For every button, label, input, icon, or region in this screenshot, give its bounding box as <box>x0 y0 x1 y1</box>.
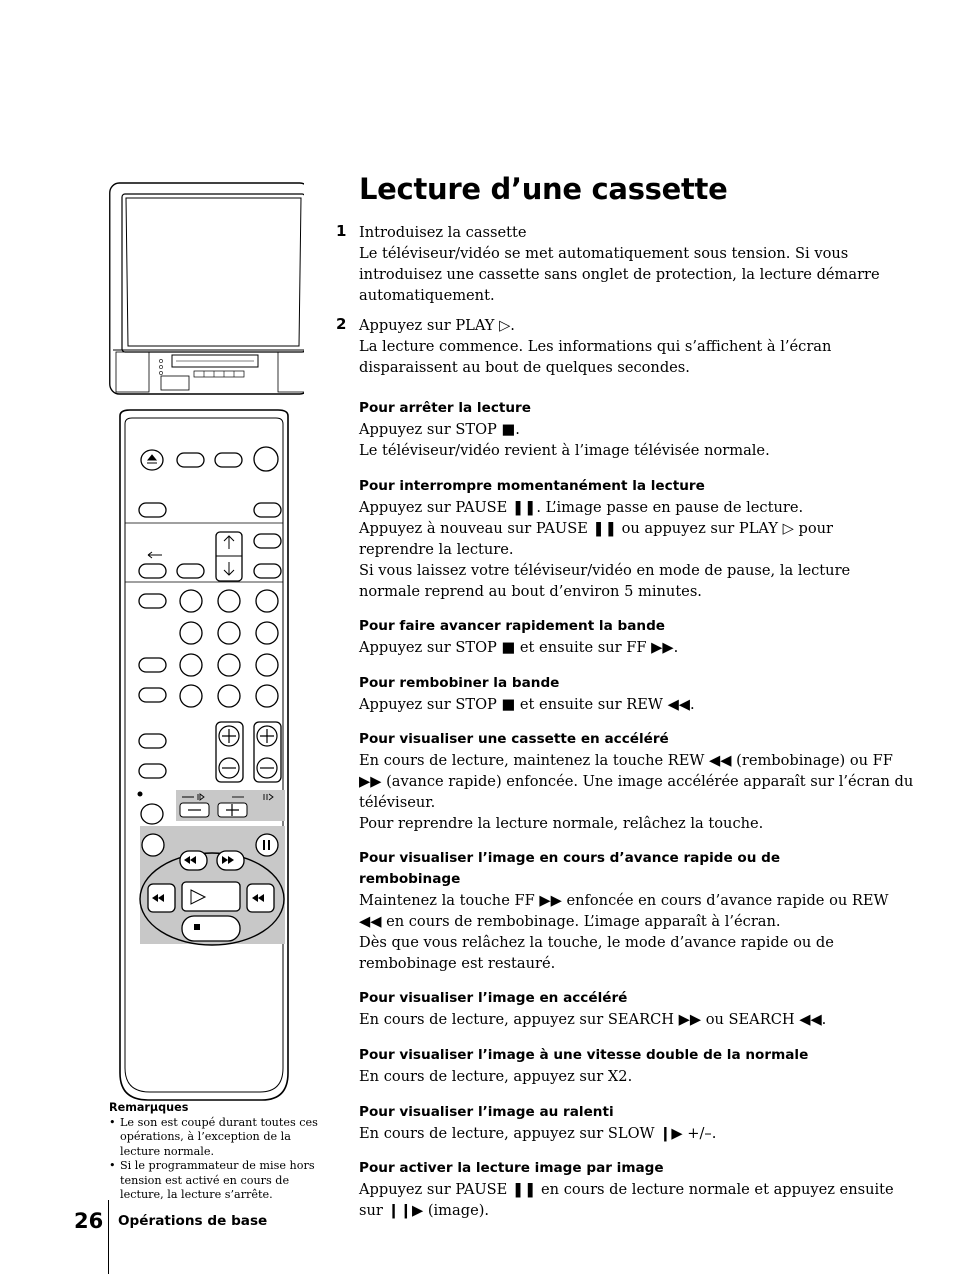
section-line: Appuyez sur STOP ■. <box>359 421 520 438</box>
step-line: Le téléviseur/vidéo se met automatiquement sous tension. Si vous <box>359 245 849 262</box>
section-heading: Pour interrompre momentanément la lecture <box>359 478 705 494</box>
note-line: tension est activé en cours de <box>120 1173 290 1187</box>
note-line: Le son est coupé durant toutes ces <box>120 1115 318 1129</box>
notes-heading: Remarµques <box>109 1101 189 1114</box>
section-line: Appuyez sur PAUSE ❚❚. L’image passe en pause de lecture. <box>359 499 804 516</box>
section-heading-cont: rembobinage <box>359 871 461 887</box>
step-line: disparaissent au bout de quelques secondes. <box>359 359 690 376</box>
section-heading: Pour rembobiner la bande <box>359 675 560 691</box>
remote-control-illustration <box>120 410 288 1100</box>
section-line: ▶▶ (avance rapide) enfoncée. Une image accélérée apparaît sur l’écran du <box>359 773 914 790</box>
note-line: lecture normale. <box>120 1144 215 1158</box>
section-line: Maintenez la touche FF ▶▶ enfoncée en cours d’avance rapide ou REW <box>359 892 889 909</box>
step-line: Introduisez la cassette <box>359 224 527 241</box>
section-slow <box>359 1102 899 1144</box>
section-heading: Pour visualiser l’image en accéléré <box>359 990 628 1006</box>
step-line: Appuyez sur PLAY ▷. <box>359 317 515 334</box>
section-line: sur ❙❙▶ (image). <box>359 1202 490 1219</box>
section-line: rembobinage est restauré. <box>359 955 556 972</box>
section-line: Si vous laissez votre téléviseur/vidéo en mode de pause, la lecture <box>359 562 851 579</box>
section-line: téléviseur. <box>359 794 436 811</box>
section-x2 <box>359 1045 899 1087</box>
section-line: reprendre la lecture. <box>359 541 514 558</box>
section-pause <box>359 476 899 602</box>
section-frame <box>359 1158 899 1221</box>
page-number: 26 <box>74 1209 104 1233</box>
section-line: ◀◀ en cours de rembobinage. L’image apparaît à l’écran. <box>359 913 781 930</box>
note-line: opérations, à l’exception de la <box>120 1130 291 1143</box>
bullet: • <box>109 1159 116 1172</box>
step-2 <box>359 315 899 378</box>
bullet: • <box>109 1115 116 1129</box>
step-line: La lecture commence. Les informations qui s’affichent à l’écran <box>359 338 832 355</box>
section-ff <box>359 616 899 658</box>
section-search <box>359 988 899 1030</box>
section-line: En cours de lecture, appuyez sur SLOW ❙▶ +/–. <box>359 1125 717 1142</box>
note-item <box>109 1116 324 1160</box>
section-heading: Pour visualiser l’image à une vitesse double de la normale <box>359 1047 809 1063</box>
notes-box <box>109 1101 324 1203</box>
tv-remote-illustration <box>104 178 304 1103</box>
section-line: Appuyez sur STOP ■ et ensuite sur FF ▶▶. <box>359 639 679 656</box>
section-line: En cours de lecture, appuyez sur SEARCH ▶▶ ou SEARCH ◀◀. <box>359 1011 827 1028</box>
section-line: Dès que vous relâchez la touche, le mode d’avance rapide ou de <box>359 934 834 951</box>
note-line: Si le programmateur de mise hors <box>120 1159 315 1172</box>
section-heading: Pour activer la lecture image par image <box>359 1160 664 1176</box>
tv-vcr-illustration <box>110 183 304 394</box>
note-item <box>109 1159 324 1203</box>
notes-list <box>109 1116 324 1203</box>
section-line: Pour reprendre la lecture normale, relâchez la touche. <box>359 815 764 832</box>
section-heading: Pour visualiser l’image au ralenti <box>359 1104 614 1120</box>
section-line: normale reprend au bout d’environ 5 minutes. <box>359 583 702 600</box>
section-heading: Pour visualiser une cassette en accéléré <box>359 731 669 747</box>
section-line: En cours de lecture, maintenez la touche REW ◀◀ (rembobinage) ou FF <box>359 752 893 769</box>
step-line: automatiquement. <box>359 287 495 304</box>
step-number: 2 <box>336 315 347 333</box>
section-line: Appuyez sur PAUSE ❚❚ en cours de lecture normale et appuyez ensuite <box>359 1181 894 1198</box>
section-name: Opérations de base <box>118 1213 268 1229</box>
note-line: lecture, la lecture s’arrête. <box>120 1188 273 1201</box>
step-1 <box>359 222 899 306</box>
section-stop <box>359 398 899 461</box>
section-heading: Pour faire avancer rapidement la bande <box>359 618 666 634</box>
step-line: introduisez une cassette sans onglet de protection, la lecture démarre <box>359 266 880 283</box>
footer-divider <box>108 1200 109 1274</box>
step-number: 1 <box>336 222 347 240</box>
section-heading: Pour arrêter la lecture <box>359 400 531 416</box>
section-rew <box>359 673 899 715</box>
section-line: Appuyez à nouveau sur PAUSE ❚❚ ou appuyez sur PLAY ▷ pour <box>359 520 833 537</box>
section-ff-rew-view <box>359 848 899 974</box>
section-line: En cours de lecture, appuyez sur X2. <box>359 1068 633 1085</box>
page-title: Lecture d’une cassette <box>359 172 728 206</box>
section-heading: Pour visualiser l’image en cours d’avance rapide ou de <box>359 850 781 866</box>
section-line: Le téléviseur/vidéo revient à l’image télévisée normale. <box>359 442 770 459</box>
section-accelerated <box>359 729 914 834</box>
section-line: Appuyez sur STOP ■ et ensuite sur REW ◀◀. <box>359 696 695 713</box>
